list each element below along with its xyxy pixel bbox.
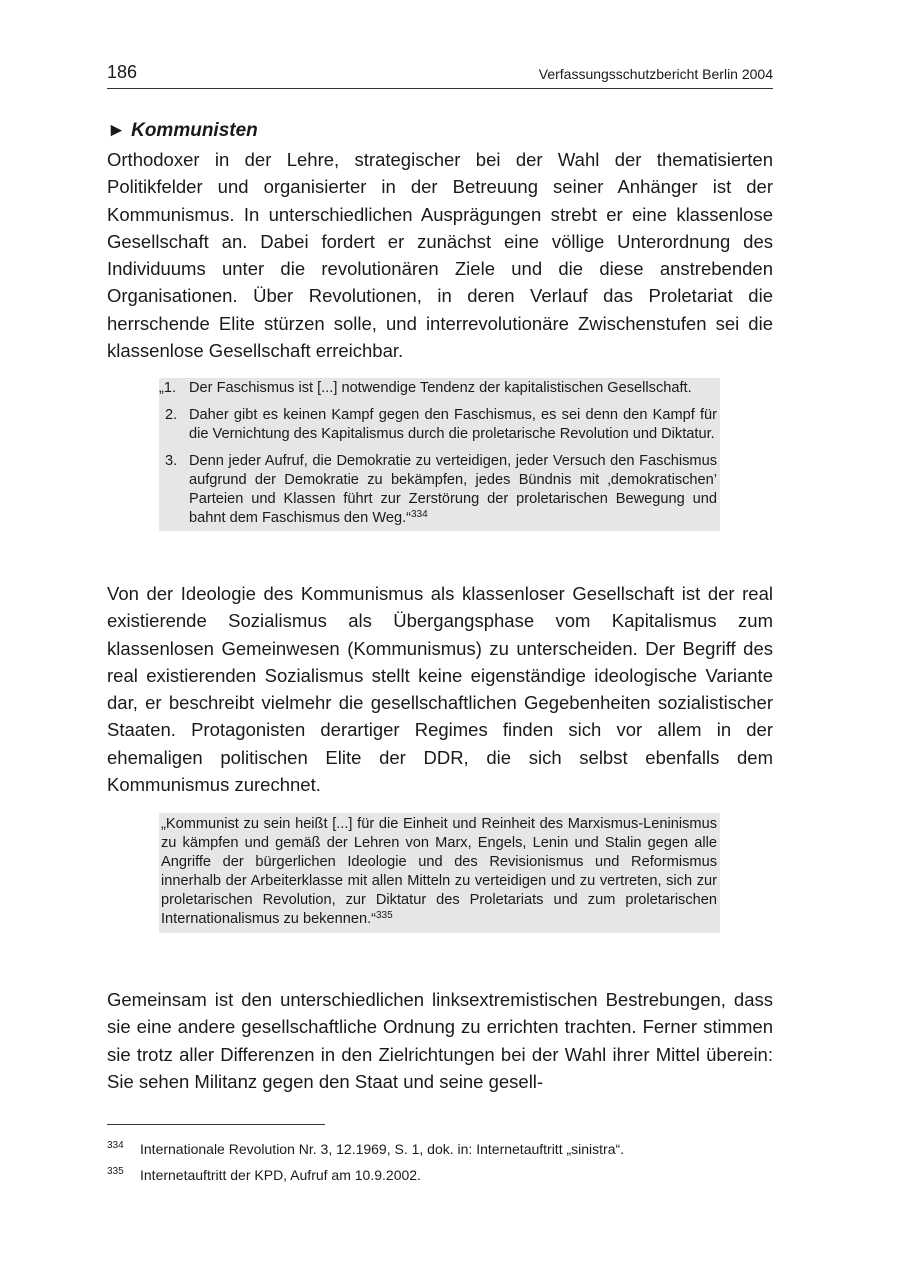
quote-item-number: „1. xyxy=(159,380,177,396)
quote-list-item xyxy=(159,379,720,398)
quote-block-2 xyxy=(159,813,720,933)
body-paragraph-1: Orthodoxer in der Lehre, strategischer bei der Wahl der thematisierten Politikfelder und organisierter in der Betreuung seiner Anhänger ist der Kommunismus. In unterschiedlichen Ausprägungen strebt er eine klassenlose Gesellschaft an. Dabei fordert er zunächst eine völlige Unterordnung des Individuums unter die revolutionären Ziele und die diese anstrebenden Organisationen. Über Revolutionen, in deren Verlauf das Proletariat die herrschende Elite stürzen solle, und interrevolutionäre Zwischenstufen sei die klassenlose Gesellschaft erreichbar. xyxy=(107,149,773,362)
footnote-text: Internetauftritt der KPD, Aufruf am 10.9.2002. xyxy=(140,1167,421,1183)
footnote-divider xyxy=(107,1124,325,1125)
quote-block-1 xyxy=(159,378,720,531)
quote-item-text: Der Faschismus ist [...] notwendige Tendenz der kapitalistischen Gesellschaft. xyxy=(189,380,692,396)
quote-list-item xyxy=(159,406,720,444)
quote-list xyxy=(159,379,720,528)
footnote-ref-334: 334 xyxy=(411,509,428,520)
footnote-ref-335: 335 xyxy=(375,910,393,921)
quote-item-number: 2. xyxy=(165,407,178,423)
section-heading-text: Kommunisten xyxy=(131,120,258,141)
quote-item-number: 3. xyxy=(165,453,178,469)
body-paragraph-2: Von der Ideologie des Kommunismus als klassenloser Gesellschaft ist der real existierende Sozialismus als Übergangsphase vom Kapitalismus zum klassenlosen Gemeinwesen (Kommunismus) zu unterscheiden. Der Begriff des real existierenden Sozialismus stellt keine eigenständige ideologische Variante dar, er beschreibt vielmehr die gesellschaftlichen Gegebenheiten sozialistischer Staaten. Protagonisten derartiger Regimes finden sich vor allem in der ehemaligen politischen Elite der DDR, die sich selbst ebenfalls dem Kommunismus zurechnet. xyxy=(107,583,773,796)
section-heading xyxy=(107,120,258,142)
quote-2-body: „Kommunist zu sein heißt [...] für die Einheit und Reinheit des Marxismus-Leninismus zu kämpfen und gemäß der Lehren von Marx, Engels, Lenin und Stalin gegen alle Angriffe der bürgerlichen Ideologie und des Revisionismus und Reformismus innerhalb der Arbeiterklasse mit allen Mitteln zu verteidigen und zu vertreten, sich zur proletarischen Revolution, zur Diktatur des Proletariats und zum proletarischen Internationalismus zu bekennen.“ xyxy=(161,816,717,927)
footnote-number: 335 xyxy=(107,1166,124,1177)
quote-item-text: Daher gibt es keinen Kampf gegen den Faschismus, es sei denn den Kampf für die Vernichtung des Kapitalismus durch die proletarische Revolution und Diktatur. xyxy=(189,407,717,442)
quote-text xyxy=(159,815,720,929)
triangle-marker-icon: ► xyxy=(107,120,126,141)
footnote-335 xyxy=(107,1166,421,1183)
quote-item-text: Denn jeder Aufruf, die Demokratie zu verteidigen, jeder Versuch den Faschismus aufgrund der Demokratie zu bekämpfen, jedes Bündnis mit ‚demokratischen’ Parteien und Klassen führt zur Zerstörung der proletarischen Bewegung und bahnt dem Faschismus den Weg.“ xyxy=(189,453,717,526)
body-paragraph-3: Gemeinsam ist den unterschiedlichen linksextremistischen Bestrebungen, dass sie eine andere gesellschaftliche Ordnung zu errichten trachten. Ferner stimmen sie trotz aller Differenzen in den Zielrichtungen bei der Wahl ihrer Mittel überein: Sie sehen Militanz gegen den Staat und seine gesell- xyxy=(107,989,773,1092)
footnote-number: 334 xyxy=(107,1140,124,1151)
page-header xyxy=(107,62,773,89)
footnote-334 xyxy=(107,1140,624,1157)
quote-list-item xyxy=(159,452,720,528)
footnote-text: Internationale Revolution Nr. 3, 12.1969, S. 1, dok. in: Internetauftritt „sinistra“. xyxy=(140,1141,625,1157)
running-title: Verfassungsschutzbericht Berlin 2004 xyxy=(538,66,773,82)
page-number: 186 xyxy=(107,62,138,82)
